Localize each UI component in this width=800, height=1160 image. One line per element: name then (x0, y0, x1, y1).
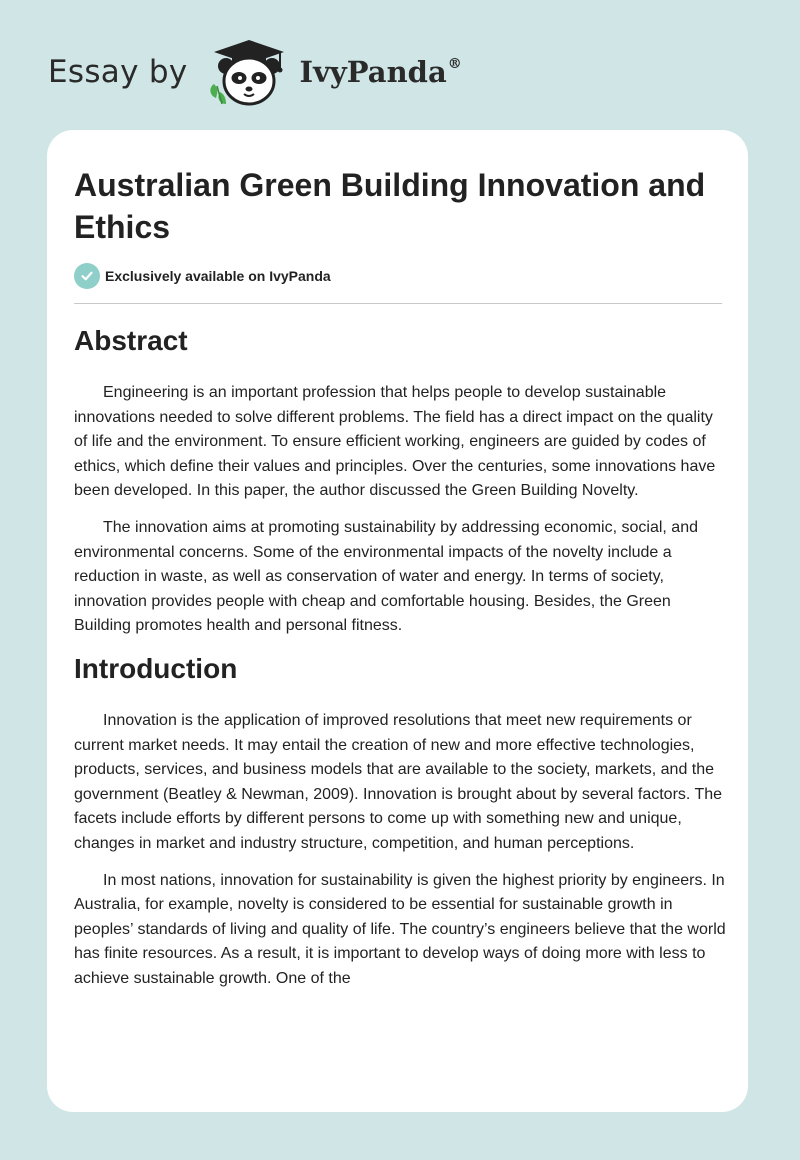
check-circle-icon (74, 263, 100, 289)
essay-content (74, 323, 726, 1003)
paragraph: The innovation aims at promoting sustainability by addressing economic, social, and environmental concerns. Some of the environmental impacts of the novelty include a reduction in waste, as well as conservation of water and energy. In terms of society, innovation provides people with cheap and comfortable housing. Besides, the Green Building promotes health and personal fitness. (74, 518, 698, 635)
badge-text: Exclusively available on IvyPanda (105, 268, 331, 284)
brand-name: IvyPanda® (299, 55, 462, 89)
brand-prefix: Essay by (48, 54, 188, 90)
essay-card (47, 130, 748, 1112)
section-heading-abstract: Abstract (74, 325, 188, 356)
panda-logo-icon (204, 36, 294, 108)
brand-header[interactable] (48, 36, 462, 108)
paragraph: In most nations, innovation for sustainability is given the highest priority by engineers. In Australia, for example, novelty is considered to be essential for sustainable growth in peoples’ standards of living and quality of life. The country’s engineers believe that the world has finite resources. As a result, it is important to develop ways of doing more with less to achieve sustainable growth. One of the (74, 871, 726, 987)
paragraph: Engineering is an important profession that helps people to develop sustainable innovations needed to solve different problems. The field has a direct impact on the quality of life and the environment. To ensure efficient working, engineers are guided by codes of ethics, which define their values and principles. Over the centuries, some innovations have been developed. In this paper, the author discussed the Green Building Novelty. (74, 384, 716, 500)
essay-title: Australian Green Building Innovation and Ethics (74, 167, 706, 245)
exclusive-badge (74, 263, 331, 289)
registered-mark: ® (447, 56, 462, 72)
paragraph: Innovation is the application of improved resolutions that meet new requirements or current market needs. It may entail the creation of new and more effective technologies, products, services, and business models that are available to the society, markets, and the government (Beatley & Newman, 2009). Innovation is brought about by several factors. The facets include efforts by different persons to come up with something new and unique, changes in market and industry structure, competition, and human perceptions. (74, 711, 723, 852)
divider (74, 303, 722, 304)
section-heading-introduction: Introduction (74, 652, 238, 684)
